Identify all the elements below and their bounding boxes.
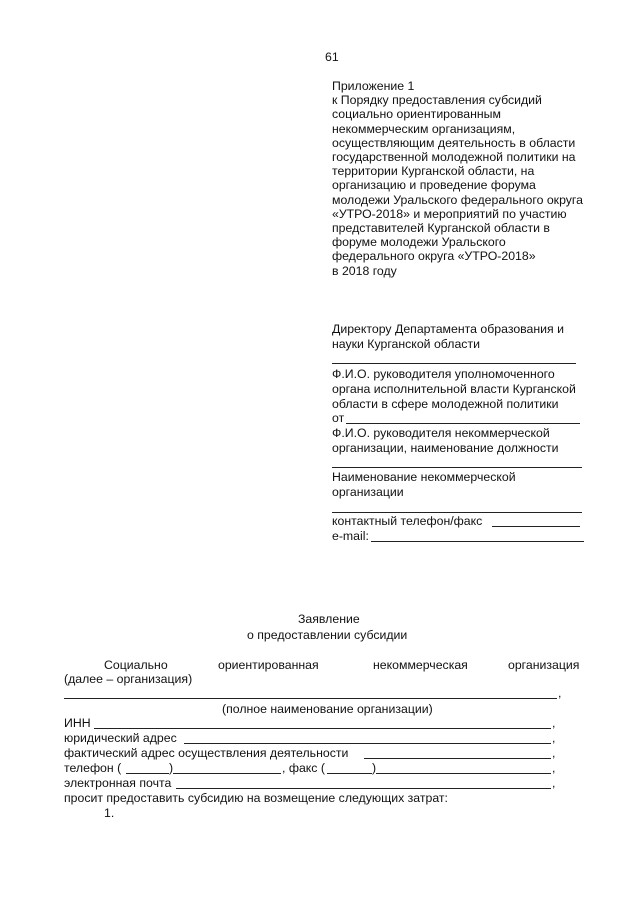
addressee-underline xyxy=(332,363,576,364)
annex-block xyxy=(332,79,583,278)
annex-line: к Порядку предоставления субсидий xyxy=(332,93,542,108)
application-title: Заявление xyxy=(298,612,360,626)
line-comma: , xyxy=(552,731,556,745)
application-subtitle: о предоставлении субсидии xyxy=(247,628,408,642)
inn-label: ИНН xyxy=(64,716,91,730)
intro-word: ориентированная xyxy=(218,658,319,672)
annex-line: «УТРО-2018» и мероприятий по участию xyxy=(332,206,567,221)
phone-number-field[interactable] xyxy=(173,773,281,774)
legal-address-label: юридический адрес xyxy=(64,731,177,745)
org-name-line: организации xyxy=(332,485,404,499)
phone-close-paren: ) xyxy=(169,761,174,775)
annex-line: представителей Курганской области в xyxy=(332,221,550,236)
head-fio-line: организации, наименование должности xyxy=(332,441,559,455)
head-fio-field[interactable] xyxy=(332,467,582,468)
annex-line: форуме молодежи Уральского xyxy=(332,235,506,250)
full-name-field[interactable] xyxy=(64,698,557,699)
annex-line: федерального округа «УТРО-2018» xyxy=(332,249,536,264)
line-comma: , xyxy=(552,761,556,775)
annex-line: Приложение 1 xyxy=(332,79,415,93)
email-label: электронная почта xyxy=(64,776,172,790)
addressee-email-label: e-mail: xyxy=(332,529,369,543)
legal-address-field[interactable] xyxy=(184,743,551,744)
intro-word: организация xyxy=(508,658,580,672)
addressee-line: науки Курганской области xyxy=(332,337,480,351)
addressee-line: Директору Департамента образования и xyxy=(332,322,564,336)
inn-field[interactable] xyxy=(94,728,551,729)
intro-line: (далее – организация) xyxy=(64,672,193,686)
phone-fax-field[interactable] xyxy=(492,526,580,527)
line-comma: , xyxy=(552,746,556,760)
line-comma: , xyxy=(558,686,562,700)
annex-line: организацию и проведение форума xyxy=(332,178,536,193)
annex-line: осуществляющим деятельность в области xyxy=(332,135,576,150)
annex-line: в 2018 году xyxy=(332,263,397,278)
official-fio-line: области в сфере молодежной политики xyxy=(332,397,559,411)
annex-line: территории Курганской области, на xyxy=(332,164,535,179)
intro-word: некоммерческая xyxy=(373,658,468,672)
intro-word: Социально xyxy=(104,658,168,672)
fax-close-paren: ) xyxy=(372,761,377,775)
actual-address-field[interactable] xyxy=(364,758,551,759)
request-text: просит предоставить субсидию на возмещение следующих затрат: xyxy=(64,791,448,805)
page-number: 61 xyxy=(325,50,339,64)
line-comma: , xyxy=(552,716,556,730)
org-name-field[interactable] xyxy=(332,512,582,513)
org-name-line: Наименование некоммерческой xyxy=(332,470,516,484)
official-fio-line: Ф.И.О. руководителя уполномоченного xyxy=(332,367,555,381)
line-comma: , xyxy=(552,776,556,790)
from-label: от xyxy=(332,411,345,425)
fax-code-field[interactable] xyxy=(327,773,372,774)
email-field[interactable] xyxy=(176,788,551,789)
annex-line: молодежи Уральского федерального округа xyxy=(332,192,583,207)
fax-label: , факс ( xyxy=(282,761,325,775)
from-field[interactable] xyxy=(346,423,580,424)
full-name-caption: (полное наименование организации) xyxy=(222,702,433,716)
annex-line: социально ориентированным xyxy=(332,107,501,122)
fax-number-field[interactable] xyxy=(376,773,551,774)
item-number: 1. xyxy=(104,806,115,820)
addressee-email-field[interactable] xyxy=(371,541,584,542)
phone-code-field[interactable] xyxy=(126,773,169,774)
phone-fax-label: контактный телефон/факс xyxy=(332,514,483,528)
head-fio-line: Ф.И.О. руководителя некоммерческой xyxy=(332,426,550,440)
official-fio-line: органа исполнительной власти Курганской xyxy=(332,382,576,396)
actual-address-label: фактический адрес осуществления деятельности xyxy=(64,746,349,760)
annex-line: государственной молодежной политики на xyxy=(332,150,576,165)
annex-line: некоммерческим организациям, xyxy=(332,121,516,136)
phone-label: телефон ( xyxy=(64,761,122,775)
